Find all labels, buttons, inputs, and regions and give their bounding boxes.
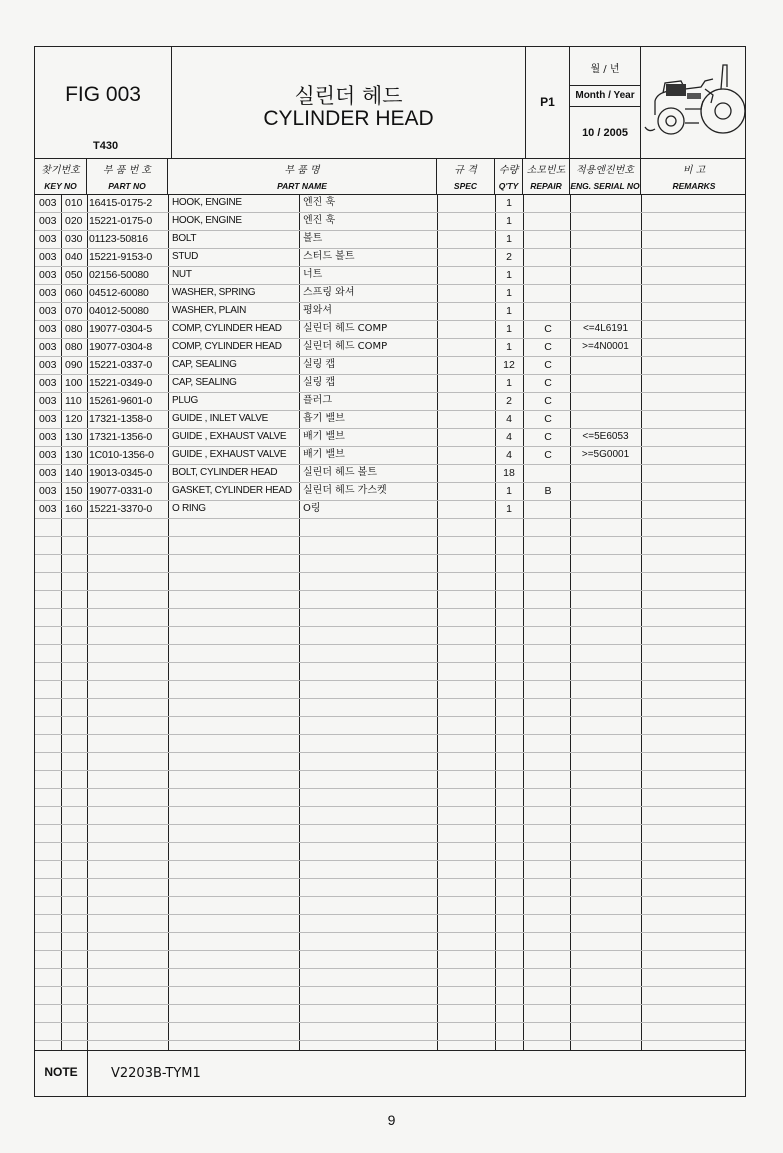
cell-name-ko: 실린더 헤드 볼트 [303,467,377,478]
table-row [35,248,745,266]
table-row [35,338,745,356]
cell-key1: 003 [39,467,57,479]
cell-name-ko: 흡기 밸브 [303,413,345,424]
cell-qty: 2 [506,251,512,263]
date-cell [570,47,641,158]
cell-part-no: 04512-60080 [89,287,149,299]
row-divider [35,716,745,717]
table-row [35,374,745,392]
page-cell [526,47,570,158]
table-row [35,428,745,446]
table-row [35,464,745,482]
cell-key1: 003 [39,359,57,371]
cell-part-no: 04012-50080 [89,305,149,317]
cell-qty: 1 [506,341,512,353]
col-part-no: 부 품 번 호 PART NO [87,158,168,194]
cell-repair: C [544,323,552,335]
date-value: 10 / 2005 [570,106,640,159]
parts-sheet [34,46,746,1097]
row-divider [35,896,745,897]
cell-key1: 003 [39,287,57,299]
table-row [35,302,745,320]
row-divider [35,770,745,771]
cell-repair: B [544,485,552,497]
cell-part-no: 02156-50080 [89,269,149,281]
cell-repair: C [544,395,552,407]
table-row [35,230,745,248]
cell-key2: 130 [65,449,83,461]
cell-qty: 1 [506,305,512,317]
table-row [35,320,745,338]
cell-name-en: COMP, CYLINDER HEAD [172,323,282,334]
cell-qty: 1 [506,377,512,389]
cell-part-no: 19077-0331-0 [89,485,152,497]
cell-name-en: BOLT, CYLINDER HEAD [172,467,278,478]
cell-key2: 100 [65,377,83,389]
row-divider [35,590,745,591]
cell-part-no: 19013-0345-0 [89,467,152,479]
row-divider [35,608,745,609]
figure-number: FIG 003 [65,83,141,106]
row-divider [35,1022,745,1023]
cell-key2: 130 [65,431,83,443]
table-row [35,410,745,428]
table-row [35,446,745,464]
cell-key2: 030 [65,233,83,245]
cell-part-no: 15221-0337-0 [89,359,152,371]
table-row [35,500,745,518]
col-serial: 적용엔진번호 ENG. SERIAL NO [570,158,641,194]
row-divider [35,842,745,843]
cell-key2: 080 [65,323,83,335]
cell-name-ko: 평와셔 [303,305,332,316]
row-divider [35,554,745,555]
cell-key2: 110 [65,395,82,407]
row-divider [35,572,745,573]
date-label-english: Month / Year [570,85,640,101]
cell-qty: 12 [503,359,515,371]
cell-key1: 003 [39,395,57,407]
cell-name-en: PLUG [172,395,199,406]
cell-key2: 140 [65,467,83,479]
tractor-icon [641,53,747,153]
cell-key2: 010 [65,197,83,209]
date-label-korean: 월 / 년 [590,64,620,75]
cell-part-no: 17321-1356-0 [89,431,152,443]
row-divider [35,986,745,987]
row-divider [35,518,745,519]
sheet-page-number: P1 [540,95,555,109]
row-divider [35,806,745,807]
cell-part-no: 15261-9601-0 [89,395,152,407]
cell-key2: 040 [65,251,83,263]
cell-key2: 080 [65,341,83,353]
cell-name-en: CAP, SEALING [172,377,237,388]
cell-part-no: 15221-0349-0 [89,377,152,389]
cell-key1: 003 [39,215,57,227]
cell-name-en: COMP, CYLINDER HEAD [172,341,282,352]
cell-repair: C [544,431,552,443]
table-row [35,194,745,212]
col-key-no: 찾기번호 KEY NO [35,158,87,194]
col-remarks: 비 고 REMARKS [672,165,716,191]
cell-serial: >=4N0001 [582,341,629,352]
cell-name-ko: 배기 밸브 [303,431,345,442]
row-divider [35,698,745,699]
row-divider [35,788,745,789]
cell-key1: 003 [39,413,57,425]
cell-qty: 1 [506,269,512,281]
cell-part-no: 15221-3370-0 [89,503,152,515]
cell-name-ko: 실링 캡 [303,377,336,388]
row-divider [35,932,745,933]
table-row [35,482,745,500]
cell-qty: 4 [506,449,512,461]
cell-name-en: GASKET, CYLINDER HEAD [172,485,292,496]
title-english: CYLINDER HEAD [263,107,434,130]
model-name: T430 [93,140,119,152]
row-divider [35,626,745,627]
illustration-cell [641,47,747,158]
cell-name-en: O RING [172,503,206,514]
row-divider [35,968,745,969]
cell-repair: C [544,341,552,353]
cell-name-ko: 실린더 헤드 가스켓 [303,485,387,496]
table-row [35,392,745,410]
row-divider [35,1040,745,1041]
cell-name-en: HOOK, ENGINE [172,215,242,226]
cell-key1: 003 [39,503,57,515]
row-divider [35,914,745,915]
cell-part-no: 01123-50816 [89,233,148,245]
cell-key1: 003 [39,377,57,389]
row-divider [35,536,745,537]
cell-part-no: 19077-0304-5 [89,323,152,335]
cell-key1: 003 [39,449,57,461]
cell-name-en: GUIDE , EXHAUST VALVE [172,449,287,460]
cell-key2: 150 [65,485,83,497]
cell-name-ko: 너트 [303,269,323,280]
cell-key2: 120 [65,413,83,425]
cell-serial: <=4L6191 [582,323,629,334]
cell-qty: 4 [506,413,512,425]
cell-name-en: BOLT [172,233,197,244]
col-spec: 규 격 SPEC [437,158,495,194]
cell-key1: 003 [39,233,57,245]
cell-part-no: 16415-0175-2 [89,197,152,209]
figure-cell [35,47,172,158]
column-header-row [35,158,745,195]
note-label: NOTE [35,1051,88,1097]
row-divider [35,644,745,645]
cell-qty: 1 [506,215,512,227]
cell-name-en: WASHER, PLAIN [172,305,247,316]
title-korean: 실린더 헤드 [294,84,403,108]
note-section [35,1050,745,1098]
cell-key2: 020 [65,215,83,227]
cell-qty: 2 [506,395,512,407]
cell-key1: 003 [39,305,57,317]
cell-qty: 1 [506,323,512,335]
cell-key2: 090 [65,359,83,371]
cell-key1: 003 [39,341,57,353]
cell-qty: 4 [506,431,512,443]
cell-name-en: CAP, SEALING [172,359,237,370]
cell-repair: C [544,377,552,389]
cell-repair: C [544,413,552,425]
table-row [35,266,745,284]
parts-table [35,194,745,1050]
cell-key2: 050 [65,269,83,281]
cell-key1: 003 [39,431,57,443]
row-divider [35,860,745,861]
cell-part-no: 17321-1358-0 [89,413,152,425]
table-row [35,284,745,302]
cell-qty: 18 [503,467,515,479]
note-text: V2203B-TYM1 [111,1066,201,1081]
col-part-name: 부 품 명 PART NAME [168,158,437,194]
row-divider [35,734,745,735]
row-divider [35,680,745,681]
cell-key1: 003 [39,197,57,209]
sheet-header [35,47,745,159]
cell-key1: 003 [39,269,57,281]
cell-name-en: WASHER, SPRING [172,287,256,298]
title-cell [172,47,526,158]
cell-name-ko: 실린더 헤드 COMP [303,323,388,334]
cell-name-en: STUD [172,251,199,262]
row-divider [35,950,745,951]
cell-name-ko: 엔진 훅 [303,215,336,226]
cell-repair: C [544,449,552,461]
cell-name-ko: 볼트 [303,233,323,244]
row-divider [35,662,745,663]
cell-name-ko: 스터드 볼트 [303,251,355,262]
cell-name-en: HOOK, ENGINE [172,197,242,208]
col-repair: 소모빈도 REPAIR [523,158,570,194]
cell-name-en: GUIDE , EXHAUST VALVE [172,431,287,442]
cell-name-ko: O링 [303,503,321,514]
cell-name-ko: 플러그 [303,395,332,406]
cell-qty: 1 [506,287,512,299]
cell-part-no: 1C010-1356-0 [89,449,154,461]
cell-key1: 003 [39,251,57,263]
cell-name-ko: 배기 밸브 [303,449,345,460]
cell-key1: 003 [39,485,57,497]
page-number: 9 [387,1112,396,1128]
cell-part-no: 19077-0304-8 [89,341,152,353]
cell-serial: <=5E6053 [582,431,629,442]
row-divider [35,752,745,753]
cell-qty: 1 [506,197,512,209]
cell-name-ko: 실링 캡 [303,359,336,370]
cell-key1: 003 [39,323,57,335]
table-row [35,212,745,230]
cell-qty: 1 [506,233,512,245]
row-divider [35,1004,745,1005]
row-divider [35,878,745,879]
table-row [35,356,745,374]
cell-name-ko: 엔진 훅 [303,197,336,208]
cell-name-ko: 실린더 헤드 COMP [303,341,388,352]
cell-name-en: NUT [172,269,192,280]
cell-name-ko: 스프링 와셔 [303,287,355,298]
cell-serial: >=5G0001 [581,449,630,460]
cell-qty: 1 [506,485,512,497]
cell-key2: 070 [65,305,83,317]
col-qty: 수량 Q'TY [495,158,523,194]
cell-key2: 060 [65,287,83,299]
row-divider [35,824,745,825]
cell-name-en: GUIDE , INLET VALVE [172,413,268,424]
cell-part-no: 15221-9153-0 [89,251,152,263]
cell-qty: 1 [506,503,512,515]
cell-part-no: 15221-0175-0 [89,215,152,227]
cell-repair: C [544,359,552,371]
cell-key2: 160 [65,503,83,515]
